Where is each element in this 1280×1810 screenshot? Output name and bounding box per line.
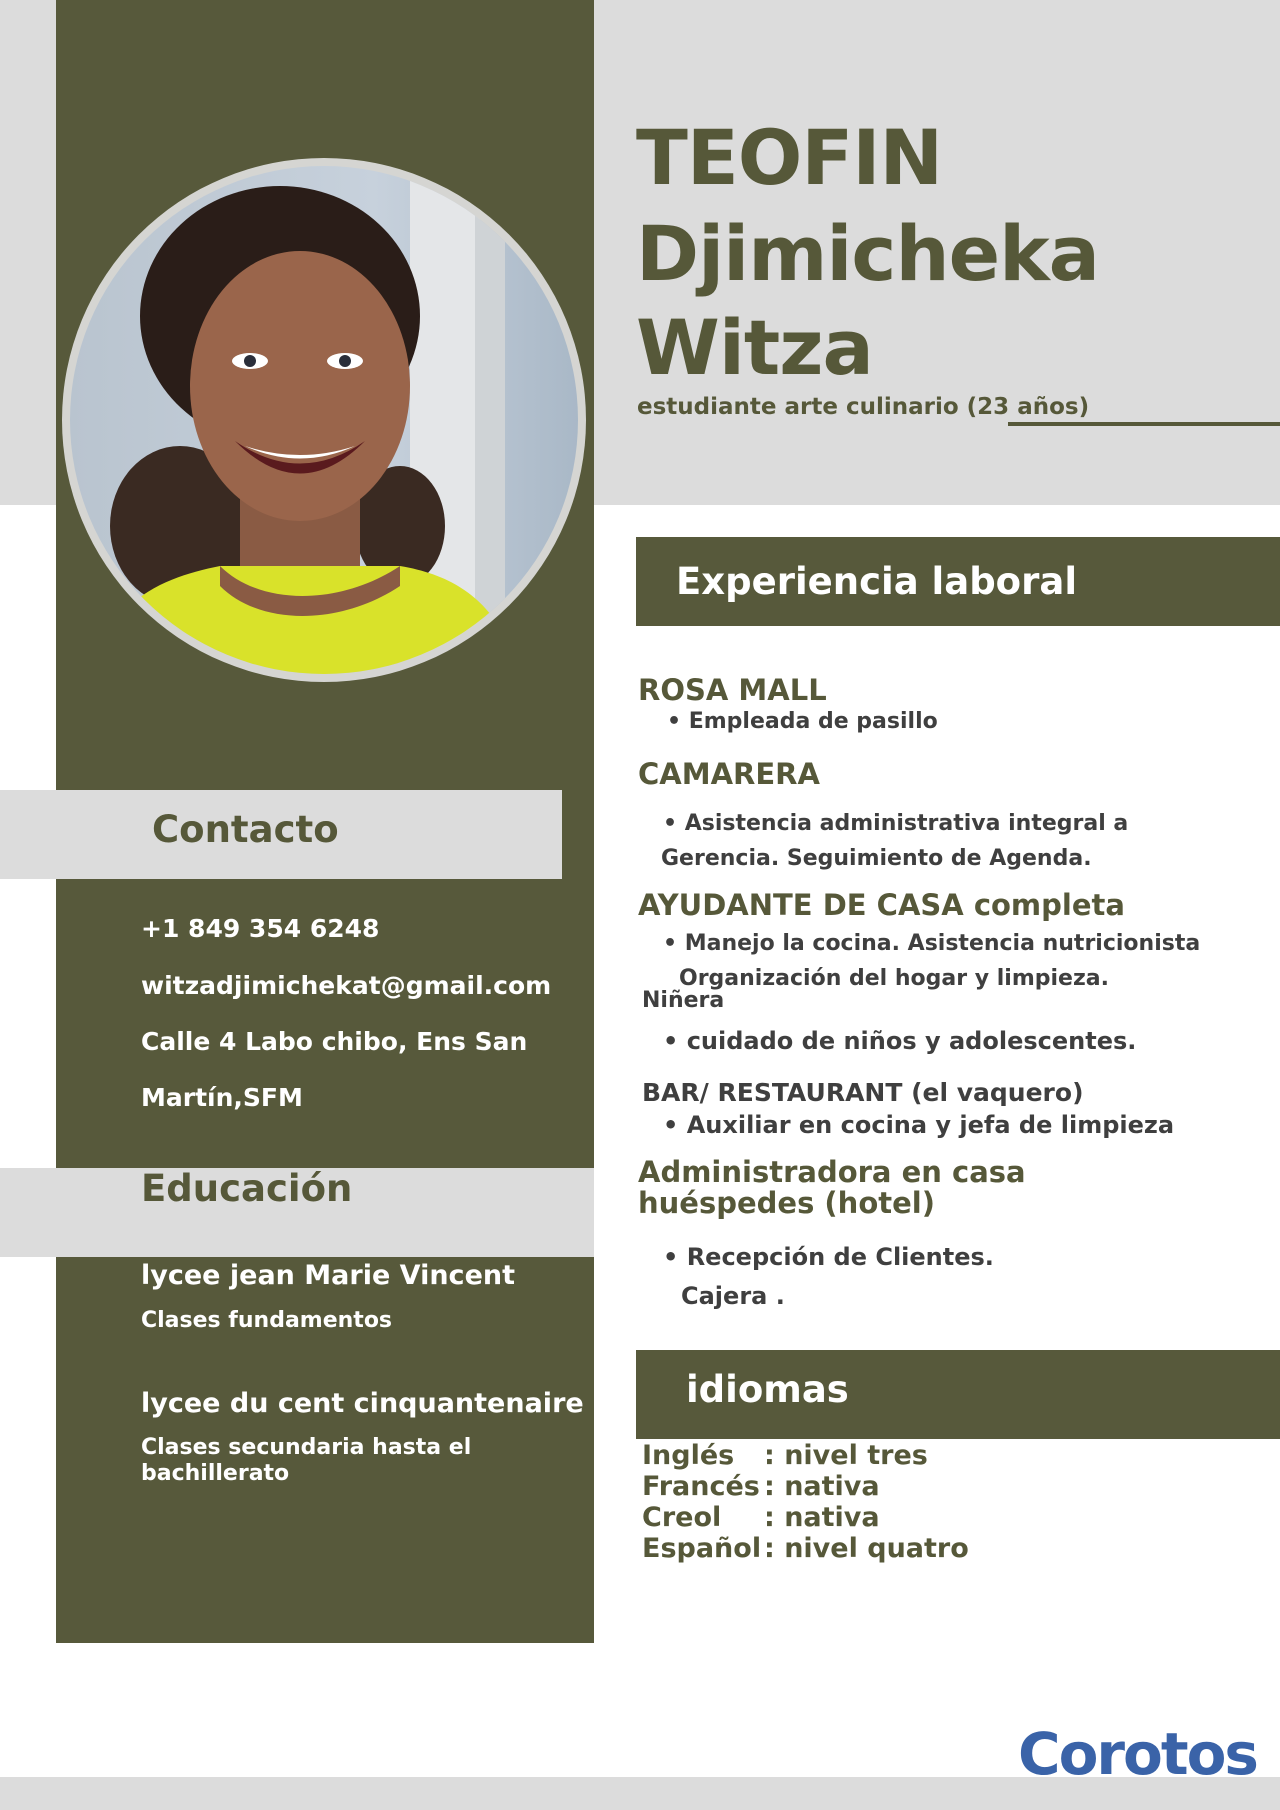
language-name: Creol [642, 1502, 722, 1533]
subtitle: estudiante arte culinario (23 años) [637, 394, 1090, 420]
language-name: Inglés [642, 1440, 735, 1471]
languages-heading: idiomas [686, 1368, 849, 1411]
profile-photo-frame [62, 158, 586, 682]
job-title: huéspedes (hotel) [638, 1186, 935, 1220]
job-title: CAMARERA [638, 757, 820, 791]
job-description: • cuidado de niños y adolescentes. [663, 1027, 1137, 1055]
job-description: • Auxiliar en cocina y jefa de limpieza [663, 1111, 1175, 1139]
subtitle-underline [1008, 422, 1280, 426]
language-level: : nivel tres [764, 1440, 928, 1471]
job-description: • Recepción de Clientes. [663, 1243, 994, 1271]
education-heading: Educación [141, 1167, 353, 1210]
job-description: Gerencia. Seguimiento de Agenda. [661, 846, 1092, 871]
job-description: Organización del hogar y limpieza. [679, 966, 1109, 991]
job-title: BAR/ RESTAURANT (el vaquero) [642, 1078, 1084, 1107]
name-line-1: TEOFIN [636, 113, 943, 202]
portrait-image [70, 166, 578, 674]
job-description: • Empleada de pasillo [667, 709, 938, 734]
job-description: • Manejo la cocina. Asistencia nutricionista [663, 931, 1201, 956]
language-name: Francés [642, 1471, 760, 1502]
job-description: • Asistencia administrativa integral a [663, 811, 1129, 836]
job-title: AYUDANTE DE CASA completa [638, 888, 1125, 922]
language-level: : nivel quatro [764, 1533, 969, 1564]
experience-heading: Experiencia laboral [676, 560, 1078, 603]
job-title: Administradora en casa [638, 1155, 1026, 1189]
education-school: lycee jean Marie Vincent [141, 1260, 516, 1291]
education-school: lycee du cent cinquantenaire [141, 1388, 584, 1419]
contact-phone: +1 849 354 6248 [141, 914, 380, 943]
name-line-3: Witza [636, 303, 873, 392]
job-title: Niñera [642, 988, 725, 1013]
profile-photo [70, 166, 578, 674]
education-detail: bachillerato [141, 1461, 290, 1486]
name-line-2: Djimicheka [636, 209, 1099, 298]
language-level: : nativa [764, 1502, 880, 1533]
language-name: Español [642, 1533, 762, 1564]
job-title: ROSA MALL [638, 673, 827, 707]
education-detail: Clases secundaria hasta el [141, 1435, 472, 1460]
job-description: Cajera . [681, 1282, 785, 1310]
corotos-logo[interactable]: Corotos [1018, 1720, 1257, 1788]
education-detail: Clases fundamentos [141, 1308, 393, 1333]
contact-email: witzadjimichekat@gmail.com [141, 971, 552, 1000]
contact-address-line-1: Calle 4 Labo chibo, Ens San [141, 1027, 528, 1056]
contact-heading: Contacto [152, 808, 339, 851]
language-level: : nativa [764, 1471, 880, 1502]
contact-address-line-2: Martín,SFM [141, 1083, 303, 1112]
